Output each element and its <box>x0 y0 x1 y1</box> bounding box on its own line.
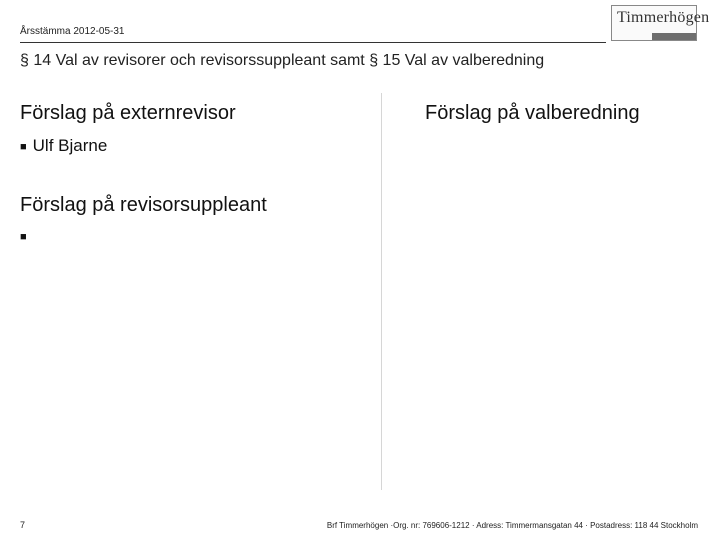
page-title: § 14 Val av revisorer och revisorssuppleant samt § 15 Val av valberedning <box>20 52 545 69</box>
valberedning-heading: Förslag på valberedning <box>425 102 640 124</box>
footer-text: Brf Timmerhögen ·Org. nr: 769606-1212 · Adress: Timmermansgatan 44 · Postadress: 118 44 Stockholm <box>326 521 698 530</box>
bullet-item <box>20 226 33 246</box>
logo-text: Timmerhögen <box>617 9 710 26</box>
logo <box>611 5 710 41</box>
header-meta: Årsstämma 2012-05-31 <box>20 26 125 37</box>
bullet-icon: ■ <box>20 231 27 243</box>
column-divider <box>381 93 382 490</box>
externrevisor-heading: Förslag på externrevisor <box>20 102 236 124</box>
page-number: 7 <box>20 520 26 530</box>
bullet-icon: ■ <box>20 141 27 153</box>
header-divider <box>20 42 606 43</box>
logo-bar <box>652 33 696 40</box>
revisorsuppleant-heading: Förslag på revisorsuppleant <box>20 194 267 216</box>
bullet-item-text: Ulf Bjarne <box>32 136 108 155</box>
bullet-item <box>20 136 107 156</box>
